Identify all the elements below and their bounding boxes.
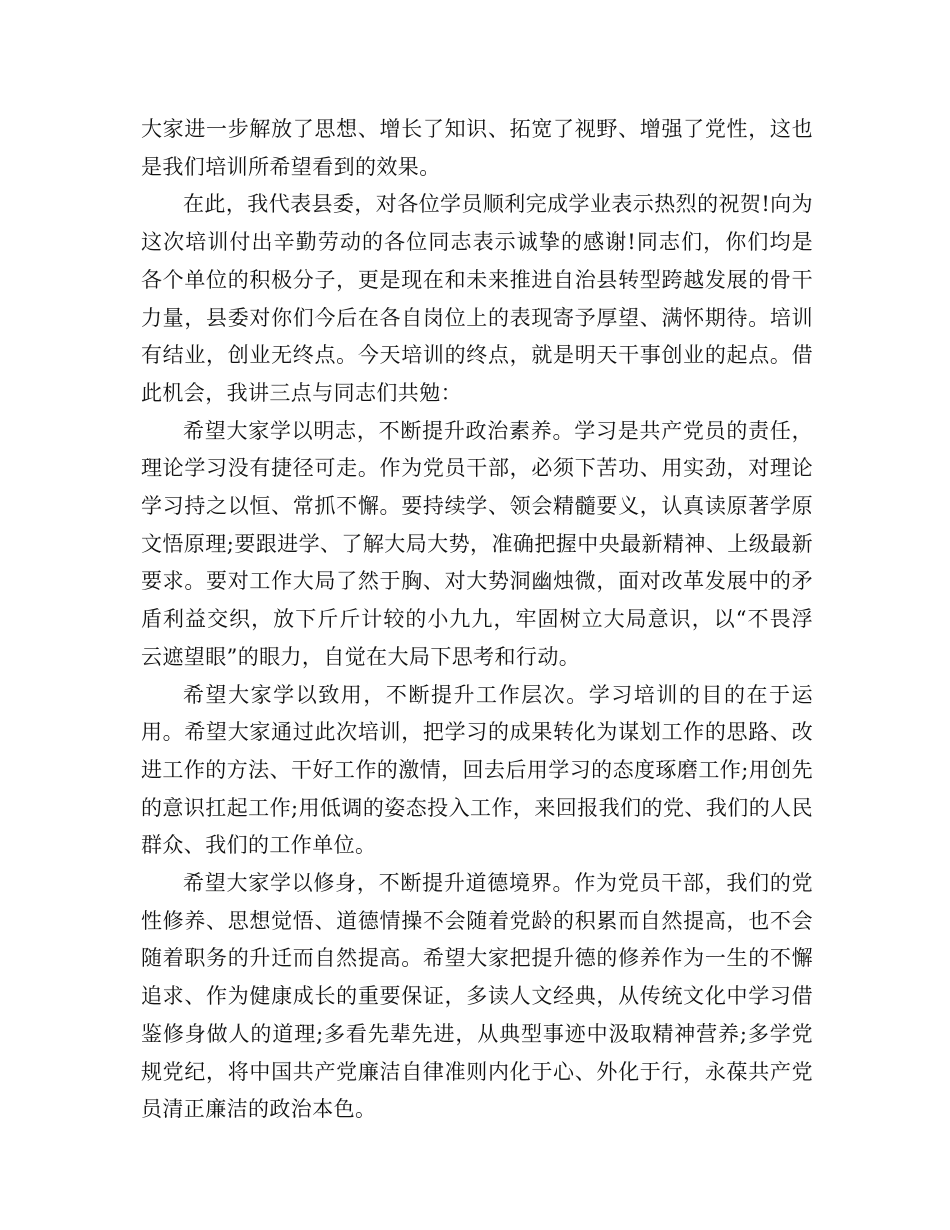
paragraph-2: 在此，我代表县委，对各位学员顺利完成学业表示热烈的祝贺!向为这次培训付出辛勤劳动的各位同志表示诚挚的感谢!同志们，你们均是各个单位的积极分子，更是现在和未来推进自治县转型跨越发展的骨干力量，县委对你们今后在各自岗位上的表现寄予厚望、满怀期待。培训有结业，创业无终点。今天培训的终点，就是明天干事创业的起点。借此机会，我讲三点与同志们共勉： [141, 192, 813, 405]
paragraph-5: 希望大家学以修身，不断提升道德境界。作为党员干部，我们的党性修养、思想觉悟、道德情操不会随着党龄的积累而自然提高，也不会随着职务的升迁而自然提高。希望大家把提升德的修养作为一生的不懈追求、作为健康成长的重要保证，多读人文经典，从传统文化中学习借鉴修身做人的道理;多看先辈先进，从典型事迹中汲取精神营养;多学党规党纪，将中国共产党廉洁自律准则内化于心、外化于行，永葆共产党员清正廉洁的政治本色。 [141, 871, 813, 1122]
paragraph-3: 希望大家学以明志，不断提升政治素养。学习是共产党员的责任，理论学习没有捷径可走。作为党员干部，必须下苦功、用实劲，对理论学习持之以恒、常抓不懈。要持续学、领会精髓要义，认真读原著学原文悟原理;要跟进学、了解大局大势，准确把握中央最新精神、上级最新要求。要对工作大局了然于胸、对大势洞幽烛微，面对改革发展中的矛盾利益交织，放下斤斤计较的小九九，牢固树立大局意识，以“不畏浮云遮望眼”的眼力，自觉在大局下思考和行动。 [141, 418, 813, 669]
document-body [141, 111, 813, 1129]
paragraph-4: 希望大家学以致用，不断提升工作层次。学习培训的目的在于运用。希望大家通过此次培训，把学习的成果转化为谋划工作的思路、改进工作的方法、干好工作的激情，回去后用学习的态度琢磨工作;用创先的意识扛起工作;用低调的姿态投入工作，来回报我们的党、我们的人民群众、我们的工作单位。 [141, 682, 813, 858]
paragraph-1: 大家进一步解放了思想、增长了知识、拓宽了视野、增强了党性，这也是我们培训所希望看到的效果。 [141, 117, 813, 179]
